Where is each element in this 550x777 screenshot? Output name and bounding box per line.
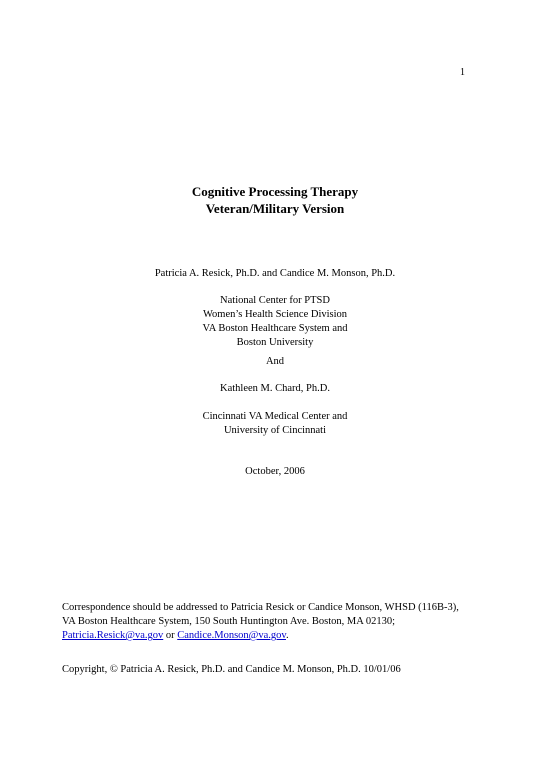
affiliation-1-line-2: Women’s Health Science Division: [202, 309, 348, 320]
period-text: .: [285, 630, 289, 641]
affiliation-2-line-2: University of Cincinnati: [223, 425, 327, 436]
copyright-notice: Copyright, © Patricia A. Resick, Ph.D. and Candice M. Monson, Ph.D. 10/01/06: [62, 664, 401, 675]
page-number: 1: [460, 67, 465, 78]
email-link-monson[interactable]: Candice.Monson@va.gov: [177, 630, 286, 641]
title-line-1: Cognitive Processing Therapy: [191, 184, 359, 199]
document-date: October, 2006: [245, 466, 305, 477]
affiliation-1-line-1: National Center for PTSD: [220, 295, 330, 306]
title-line-2: Veteran/Military Version: [205, 201, 345, 216]
affiliation-1-line-3: VA Boston Healthcare System and: [202, 323, 348, 334]
affiliation-block-1: [0, 294, 550, 350]
correspondence-line-3: [62, 629, 502, 643]
document-title: [0, 183, 550, 217]
affiliation-block-2: [0, 410, 550, 438]
correspondence-line-2: VA Boston Healthcare System, 150 South Huntington Ave. Boston, MA 02130;: [62, 616, 395, 627]
email-link-resick[interactable]: Patricia.Resick@va.gov: [62, 630, 164, 641]
correspondence-line-1: Correspondence should be addressed to Patricia Resick or Candice Monson, WHSD (116B-3),: [62, 602, 459, 613]
and-separator: And: [265, 356, 285, 367]
authors-line: Patricia A. Resick, Ph.D. and Candice M. Monson, Ph.D.: [154, 268, 396, 279]
correspondence-note: [62, 601, 502, 643]
affiliation-2-line-1: Cincinnati VA Medical Center and: [202, 411, 348, 422]
or-text: or: [163, 630, 178, 641]
affiliation-1-line-4: Boston University: [236, 337, 314, 348]
second-author: Kathleen M. Chard, Ph.D.: [220, 383, 330, 394]
